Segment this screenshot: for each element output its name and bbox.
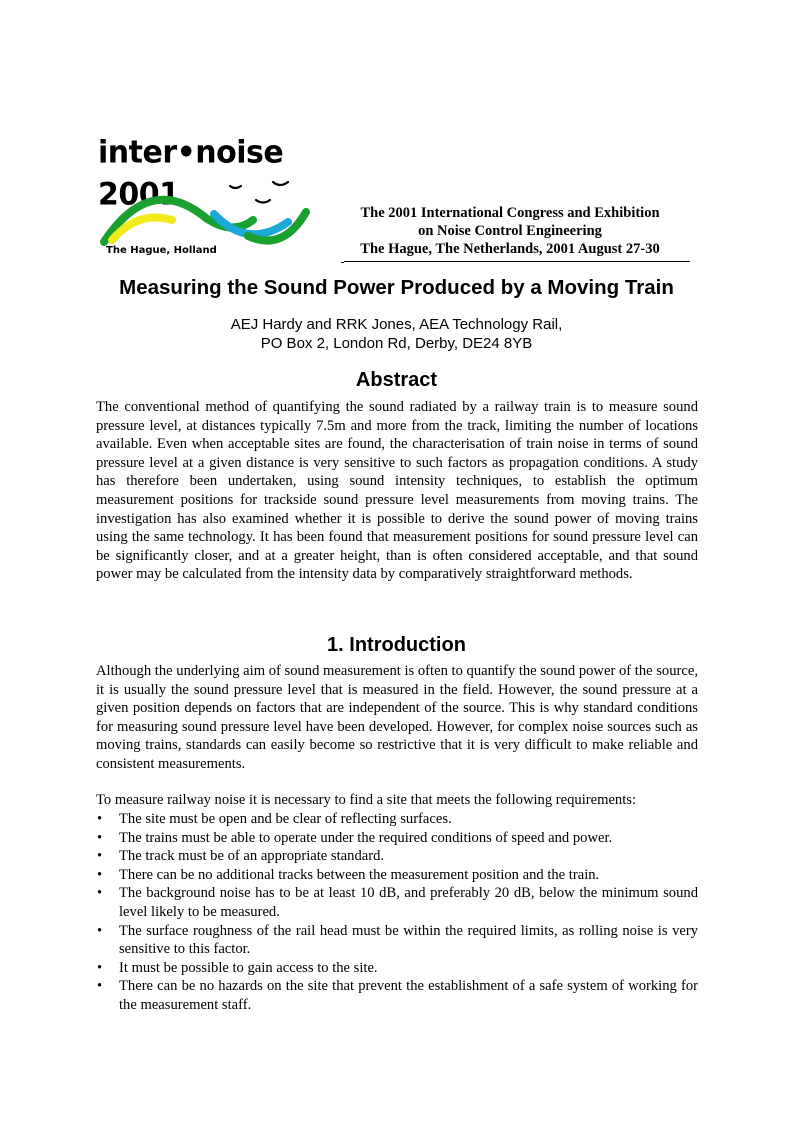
logo-city: The Hague, Holland bbox=[106, 245, 217, 256]
logo-title: inter•noise 2001 bbox=[98, 134, 284, 213]
requirement-item: • The site must be open and be clear of reflecting surfaces. bbox=[96, 810, 698, 829]
conference-line-3: The Hague, The Netherlands, 2001 August 27-30 bbox=[360, 241, 660, 257]
requirement-item: • The track must be of an appropriate standard. bbox=[96, 847, 698, 866]
conference-line-1: The 2001 International Congress and Exhibition bbox=[360, 205, 660, 221]
authors-line-2: PO Box 2, London Rd, Derby, DE24 8YB bbox=[260, 335, 533, 352]
requirement-item: • There can be no additional tracks between the measurement position and the train. bbox=[96, 866, 698, 885]
conference-info bbox=[330, 204, 690, 258]
requirement-item: • The surface roughness of the rail head must be within the required limits, as rolling noise is very sensitive to this factor. bbox=[96, 922, 698, 959]
authors-line-1: AEJ Hardy and RRK Jones, AEA Technology Rail, bbox=[230, 316, 563, 333]
conference-line-2: on Noise Control Engineering bbox=[418, 223, 602, 239]
abstract-heading: Abstract bbox=[355, 369, 438, 391]
requirement-item: • There can be no hazards on the site that prevent the establishment of a safe system of working for the measurement staff. bbox=[96, 977, 698, 1014]
abstract-text: The conventional method of quantifying the sound radiated by a railway train is to measure sound pressure level, at distances typically 7.5m and more from the track, limiting the number of locations available. Even when acceptable sites are found, the characterisation of train noise in terms of sound pressure level at a given distance is very sensitive to such factors as propagation conditions. A study has therefore been undertaken, using sound intensity techniques, to establish the optimum measurement positions for trackside sound pressure level measurements from moving trains. The investigation has also examined whether it is possible to derive the sound power of moving trains using the same technology. It has been found that measurement positions for sound pressure level can be significantly closer, and at a greater height, than is often considered acceptable, and that sound power may be calculated from the intensity data by comparatively straightforward methods. bbox=[96, 399, 698, 583]
header-rule-mark bbox=[341, 262, 344, 263]
paper-title: Measuring the Sound Power Produced by a Moving Train bbox=[119, 276, 674, 299]
introduction-paragraph: Although the underlying aim of sound measurement is often to quantify the sound power of the source, it is usually the sound pressure level that is measured in the field. However, the sound pressure at a given position depends on factors that are independent of the source. This is why standard conditions for measuring sound pressure level have been developed. However, for complex noise sources such as moving trains, standards can easily become so restrictive that it is very difficult to make reliable and consistent measurements. bbox=[96, 663, 698, 772]
header-rule bbox=[344, 261, 690, 262]
internoise-logo bbox=[98, 134, 320, 260]
introduction-heading: 1. Introduction bbox=[327, 634, 466, 656]
logo-waves-graphic bbox=[98, 174, 320, 246]
authors bbox=[0, 315, 793, 353]
requirements-list bbox=[96, 810, 698, 1015]
requirement-item: • It must be possible to gain access to the site. bbox=[96, 959, 698, 978]
requirements-lead: To measure railway noise it is necessary to find a site that meets the following requirements: bbox=[96, 792, 637, 808]
requirement-item: • The trains must be able to operate under the required conditions of speed and power. bbox=[96, 829, 698, 848]
requirement-item: • The background noise has to be at least 10 dB, and preferably 20 dB, below the minimum sound level likely to be measured. bbox=[96, 884, 698, 921]
